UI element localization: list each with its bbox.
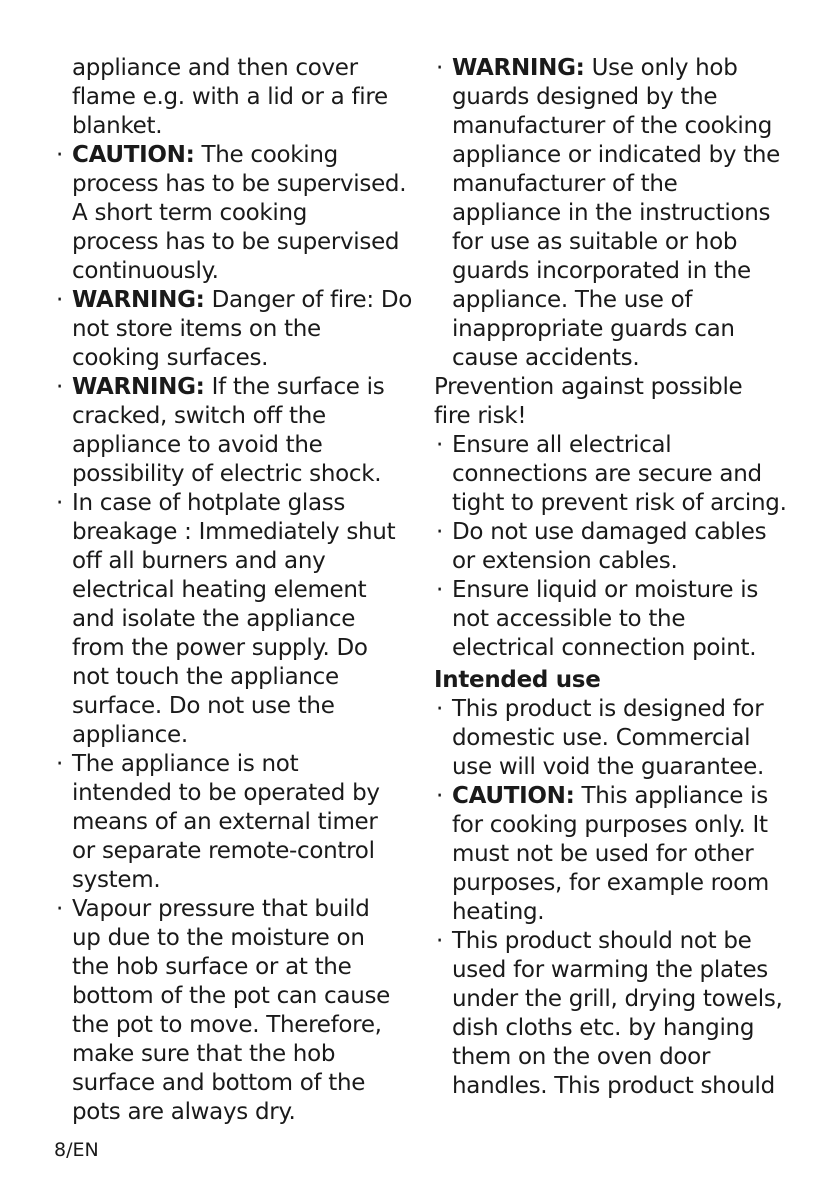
page-number: 8/EN xyxy=(54,1139,99,1161)
list-item xyxy=(434,576,794,663)
list-item xyxy=(54,895,414,1127)
intended-use-list xyxy=(434,695,794,1101)
list-item-text: This appliance is for cooking purposes only. It must not be used for other purposes, for example room heating. xyxy=(452,783,769,925)
intended-use-heading: Intended use xyxy=(434,667,601,693)
continuation-text: appliance and then cover flame e.g. with a lid or a fire blanket. xyxy=(72,55,388,139)
bullet-icon: · xyxy=(56,751,64,777)
list-item-text: Vapour pressure that build up due to the moisture on the hob surface or at the bottom of the pot can cause the pot to move. Therefore, make sure that the hob surface and bottom of the pots are always dry. xyxy=(72,896,391,1125)
list-item xyxy=(54,750,414,895)
list-item xyxy=(434,431,794,518)
list-item-text: The appliance is not intended to be operated by means of an external timer or separate remote-control system. xyxy=(72,751,380,893)
fire-risk-intro: Prevention against possible fire risk! xyxy=(434,374,743,429)
warning-keyword: WARNING: xyxy=(452,55,585,81)
caution-keyword: CAUTION: xyxy=(452,783,575,809)
warning-keyword: WARNING: xyxy=(72,374,205,400)
bullet-icon: · xyxy=(436,519,444,545)
bullet-icon: · xyxy=(56,374,64,400)
list-item xyxy=(54,489,414,750)
hob-guard-warning-list xyxy=(434,54,794,373)
list-item xyxy=(434,695,794,782)
list-item xyxy=(434,782,794,927)
list-item xyxy=(54,286,414,373)
fire-risk-list xyxy=(434,431,794,663)
list-item xyxy=(434,54,794,373)
right-column xyxy=(434,54,794,1101)
warning-keyword: WARNING: xyxy=(72,287,205,313)
bullet-icon: · xyxy=(56,896,64,922)
left-column xyxy=(54,54,414,1127)
list-item xyxy=(54,141,414,286)
bullet-icon: · xyxy=(436,783,444,809)
bullet-icon: · xyxy=(436,55,444,81)
list-item-text: Use only hob guards designed by the manufacturer of the cooking appliance or indicated by the manufacturer of the appliance in the instructions for use as suitable or hob guards incorporated in the appliance. The use of inappropriate guards can cause accidents. xyxy=(452,55,781,371)
list-item-text: In case of hotplate glass breakage : Immediately shut off all burners and any electrical heating element and isolate the appliance from the power supply. Do not touch the appliance surface. Do not use the appliance. xyxy=(72,490,396,748)
list-item-text: Ensure liquid or moisture is not accessible to the electrical connection point. xyxy=(452,577,759,661)
list-item-text: Ensure all electrical connections are secure and tight to prevent risk of arcing. xyxy=(452,432,787,516)
list-item xyxy=(434,927,794,1101)
list-item-text: This product is designed for domestic use. Commercial use will void the guarantee. xyxy=(452,696,764,780)
left-bullet-list xyxy=(54,141,414,1127)
list-item xyxy=(434,518,794,576)
bullet-icon: · xyxy=(436,577,444,603)
list-item-text: Danger of fire: Do not store items on the cooking surfaces. xyxy=(72,287,413,371)
list-item-text: This product should not be used for warming the plates under the grill, drying towels, dish cloths etc. by hanging them on the oven door handles. This product should xyxy=(452,928,783,1099)
bullet-icon: · xyxy=(56,287,64,313)
bullet-icon: · xyxy=(436,696,444,722)
list-item-text: Do not use damaged cables or extension cables. xyxy=(452,519,767,574)
bullet-icon: · xyxy=(56,142,64,168)
bullet-icon: · xyxy=(436,432,444,458)
list-item-text: The cooking process has to be supervised. A short term cooking process has to be supervised continuously. xyxy=(72,142,407,284)
caution-keyword: CAUTION: xyxy=(72,142,195,168)
list-item xyxy=(54,373,414,489)
bullet-icon: · xyxy=(56,490,64,516)
list-item-text: If the surface is cracked, switch off the appliance to avoid the possibility of electric shock. xyxy=(72,374,385,487)
bullet-icon: · xyxy=(436,928,444,954)
